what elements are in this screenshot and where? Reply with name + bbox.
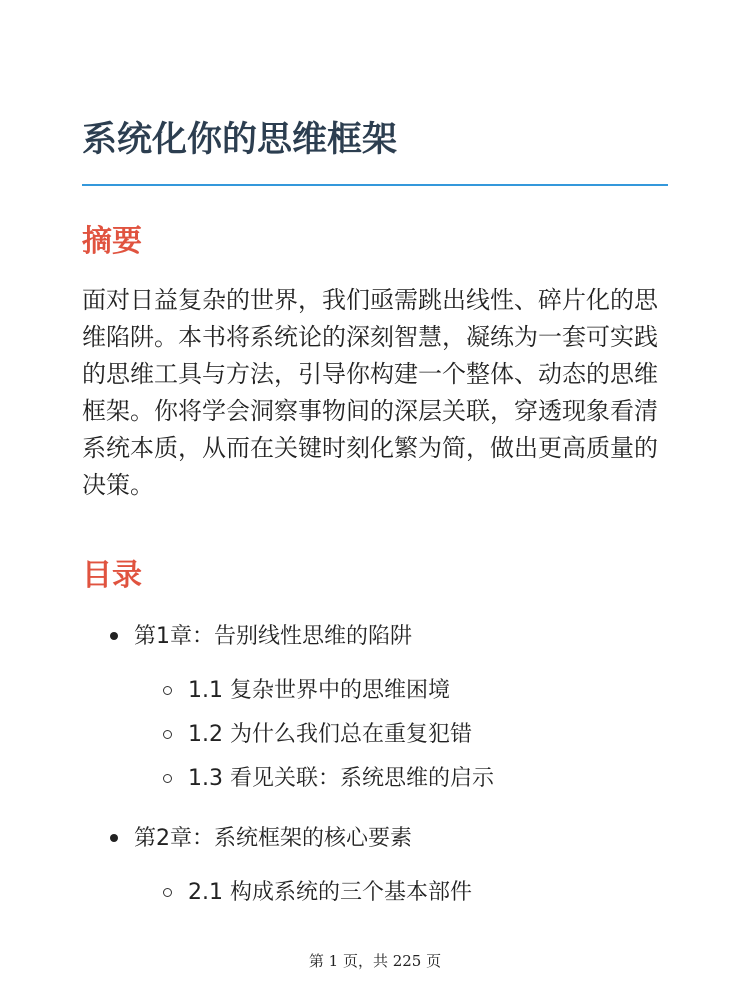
toc-section-item — [0, 714, 750, 758]
title-divider — [82, 184, 668, 186]
toc-section-label: 1.1 复杂世界中的思维困境 — [188, 678, 450, 703]
abstract-heading: 摘要 — [82, 224, 142, 259]
document-title: 系统化你的思维框架 — [82, 120, 398, 160]
toc-heading: 目录 — [82, 558, 142, 593]
toc-section-list — [0, 670, 750, 802]
toc-chapter-2 — [0, 818, 750, 916]
page-footer: 第 1 页，共 225 页 — [308, 952, 442, 970]
toc-section-label: 1.3 看见关联：系统思维的启示 — [188, 766, 494, 791]
toc-chapter-1 — [0, 616, 750, 802]
toc-section-item — [0, 670, 750, 714]
toc-section-item — [0, 758, 750, 802]
hollow-circle-bullet-icon — [163, 686, 172, 695]
filled-disc-bullet-icon — [110, 632, 118, 640]
hollow-circle-bullet-icon — [163, 730, 172, 739]
toc-section-label: 2.1 构成系统的三个基本部件 — [188, 880, 472, 905]
toc-chapter-label: 第2章：系统框架的核心要素 — [134, 826, 412, 851]
toc-section-item — [0, 872, 750, 916]
toc-chapter-label: 第1章：告别线性思维的陷阱 — [134, 624, 412, 649]
hollow-circle-bullet-icon — [163, 888, 172, 897]
abstract-paragraph: 面对日益复杂的世界，我们亟需跳出线性、碎片化的思维陷阱。本书将系统论的深刻智慧，凝练为一套可实践的思维工具与方法，引导你构建一个整体、动态的思维框架。你将学会洞察事物间的深层关联，穿透现象看清系统本质，从而在关键时刻化繁为简，做出更高质量的决策。 — [82, 286, 658, 499]
hollow-circle-bullet-icon — [163, 774, 172, 783]
toc-section-label: 1.2 为什么我们总在重复犯错 — [188, 722, 472, 747]
filled-disc-bullet-icon — [110, 834, 118, 842]
toc-section-list — [0, 872, 750, 916]
table-of-contents — [0, 616, 750, 916]
